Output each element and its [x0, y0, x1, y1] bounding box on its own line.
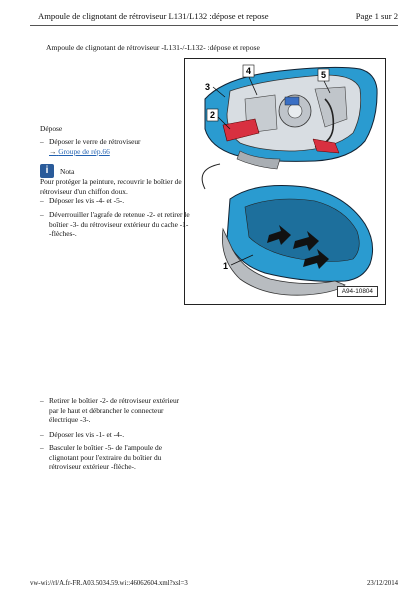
callout-4: 4 [246, 66, 252, 76]
repair-group-link[interactable]: → Groupe de rép.66 [49, 146, 110, 156]
callout-1: 1 [223, 261, 229, 271]
step-tilt-bulb-housing: – Basculer le boîtier -5- de l'ampoule de clignotant pour l'extraire du boîtier du rétroviseur extérieur -flèche-. [40, 443, 162, 472]
note-text: Pour protéger la peinture, recouvrir le boîtier de rétroviseur d'un chiffon doux. [40, 177, 182, 196]
step-remove-screws: – Déposer les vis -4- et -5-. [40, 196, 125, 205]
step-remove-mirror-glass: – Déposer le verre de rétroviseur → Groupe de rép.66 [40, 137, 190, 156]
callout-3: 3 [205, 82, 211, 92]
info-icon: i [40, 164, 54, 178]
header-divider [30, 25, 398, 26]
footer-date: 23/12/2014 [367, 580, 398, 587]
step-unlock-clip: – Déverrouiller l'agrafe de retenue -2- et retirer le boîtier -3- du rétroviseur extérieur du cache -1- -flèches-. [40, 210, 190, 239]
mirror-drawing [185, 59, 385, 304]
document-title: Ampoule de clignotant de rétroviseur -L131-/-L132- :dépose et repose [46, 43, 260, 52]
mirror-illustration [184, 58, 386, 305]
step-remove-screws-1-4: – Déposer les vis -1- et -4-. [40, 430, 125, 439]
callout-2: 2 [210, 110, 216, 120]
callout-5: 5 [321, 70, 327, 80]
section-title: Dépose [40, 124, 63, 133]
header-title: Ampoule de clignotant de rétroviseur L131/L132 :dépose et repose [38, 11, 269, 21]
step-remove-housing: – Retirer le boîtier -2- de rétroviseur extérieur par le haut et débrancher le connecteur électrique -3-. [40, 396, 180, 425]
figure-reference: A94-10804 [337, 286, 378, 297]
note-label: Nota [60, 167, 75, 176]
page-number: Page 1 sur 2 [355, 11, 398, 21]
footer-url: vw-wi://rl/A.fr-FR.A03.5034.59.wi::46062604.xml?xsl=3 [30, 580, 188, 587]
